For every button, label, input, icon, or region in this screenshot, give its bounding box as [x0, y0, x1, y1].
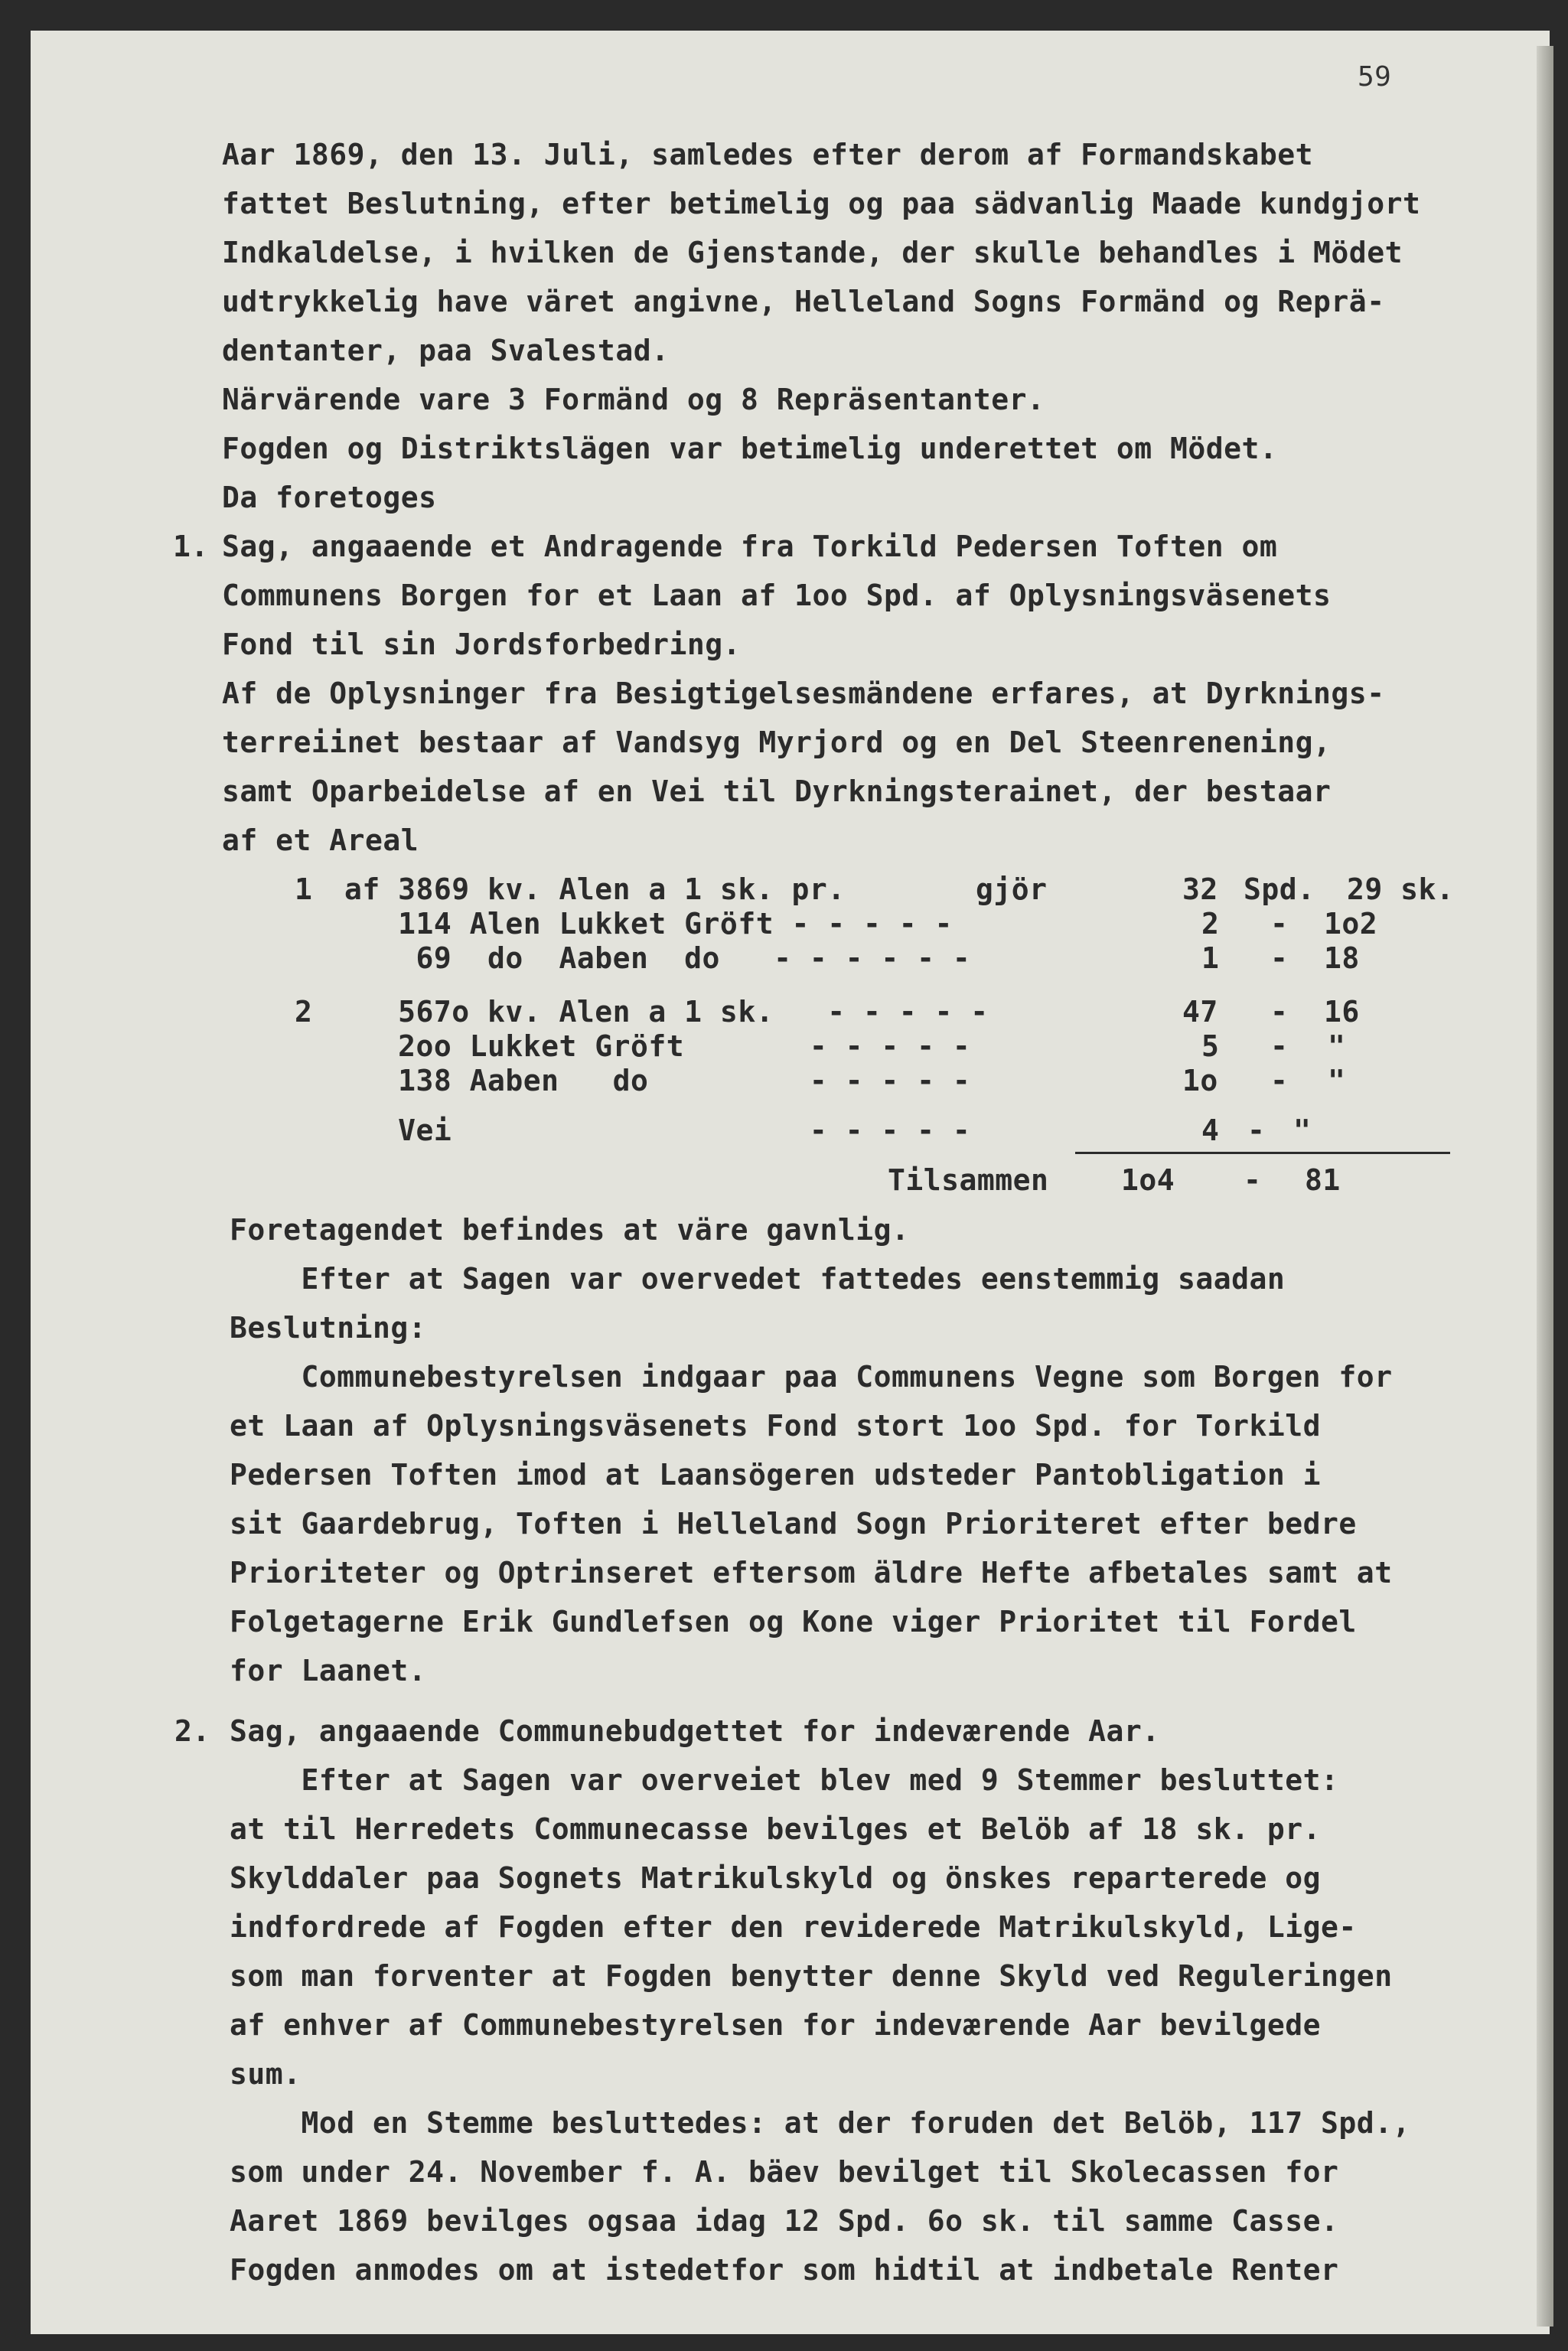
table-cell: gjör [976, 872, 1048, 906]
table-cell: 69 do Aaben do - - - - - - [344, 941, 971, 975]
text-line: dentanter, paa Svalestad. [222, 334, 670, 367]
text-line: Foretagendet befindes at väre gavnlig. [230, 1213, 910, 1247]
table-cell: - [1270, 995, 1289, 1029]
text-line: Aar 1869, den 13. Juli, samledes efter derom af Formandskabet [222, 138, 1314, 171]
text-line: af enhver af Communebestyrelsen for indeværende Aar bevilgede [230, 2008, 1322, 2042]
text-line: sit Gaardebrug, Toften i Helleland Sogn Prioriteret efter bedre [230, 1507, 1357, 1541]
text-line: Pedersen Toften imod at Laansögeren udsteder Pantobligation i [230, 1458, 1322, 1492]
text-line: Da foretoges [222, 481, 437, 514]
total-dash: - [1244, 1163, 1262, 1197]
table-cell: - [1270, 1064, 1289, 1097]
table-cell: 5 [1201, 1029, 1220, 1063]
table-cell: 4 [1201, 1114, 1220, 1147]
table-cell: - [1270, 941, 1289, 975]
text-line: Communebestyrelsen indgaar paa Communens Vegne som Borgen for [230, 1360, 1393, 1394]
text-line: som under 24. November f. A. bäev bevilget til Skolecassen for [230, 2155, 1339, 2189]
text-line: Aaret 1869 bevilges ogsaa idag 12 Spd. 6o sk. til samme Casse. [230, 2204, 1339, 2238]
text-line: Folgetagerne Erik Gundlefsen og Kone viger Prioritet til Fordel [230, 1605, 1357, 1639]
text-line: Efter at Sagen var overveiet blev med 9 Stemmer besluttet: [230, 1763, 1339, 1797]
text-line: Närvärende vare 3 Formänd og 8 Repräsentanter. [222, 383, 1045, 416]
table-cell: Vei - - - - - [344, 1114, 971, 1147]
table-cell: 29 sk. [1347, 872, 1455, 906]
table-cell: 2 [1201, 907, 1220, 941]
total-sk: 81 [1305, 1163, 1341, 1197]
table-cell: 567o kv. Alen a 1 sk. - - - - - [344, 995, 989, 1029]
text-line: Fogden anmodes om at istedetfor som hidtil at indbetale Renter [230, 2253, 1339, 2287]
table-cell: 16 [1324, 995, 1360, 1029]
text-line: fattet Beslutning, efter betimelig og paa sädvanlig Maade kundgjort [222, 187, 1421, 220]
text-line: et Laan af Oplysningsväsenets Fond stort 1oo Spd. for Torkild [230, 1409, 1322, 1443]
page-number: 59 [1358, 61, 1392, 93]
table-cell: Spd. [1244, 872, 1315, 906]
text-line: at til Herredets Communecasse bevilges et Belöb af 18 sk. pr. [230, 1812, 1322, 1846]
table-cell: - [1270, 1029, 1289, 1063]
table-cell: 114 Alen Lukket Gröft - - - - - [344, 907, 953, 941]
text-line: som man forventer at Fogden benytter denne Skyld ved Reguleringen [230, 1959, 1393, 1993]
table-cell: - [1270, 907, 1289, 941]
text-line: Efter at Sagen var overvedet fattedes eenstemmig saadan [230, 1262, 1286, 1296]
table-cell: " [1328, 1064, 1346, 1097]
text-line: Indkaldelse, i hvilken de Gjenstande, der skulle behandles i Mödet [222, 236, 1403, 269]
item-number: 1. [173, 530, 209, 563]
text-line: Skylddaler paa Sognets Matrikulskyld og önskes reparterede og [230, 1861, 1322, 1895]
text-line: Communens Borgen for et Laan af 1oo Spd. af Oplysningsväsenets [222, 579, 1332, 612]
text-line: Fond til sin Jordsforbedring. [222, 628, 741, 661]
table-cell: af 3869 kv. Alen a 1 sk. pr. [344, 872, 846, 906]
text-line: terreiinet bestaar af Vandsyg Myrjord og en Del Steenrenening, [222, 726, 1332, 759]
text-line: for Laanet. [230, 1654, 427, 1687]
table-cell: 1o [1182, 1064, 1218, 1097]
table-cell: 1 [295, 872, 313, 906]
table-cell: 138 Aaben do - - - - - [344, 1064, 971, 1097]
text-line: Af de Oplysninger fra Besigtigelsesmändene erfares, at Dyrknings- [222, 677, 1385, 710]
table-cell: " [1328, 1029, 1346, 1063]
text-line: sum. [230, 2057, 302, 2091]
text-line: af et Areal [222, 823, 419, 857]
table-cell: 32 [1182, 872, 1218, 906]
item-number: 2. [174, 1714, 210, 1748]
text-line: Mod en Stemme besluttedes: at der foruden det Belöb, 117 Spd., [230, 2106, 1410, 2140]
sum-rule [1075, 1152, 1450, 1154]
table-cell: 18 [1324, 941, 1360, 975]
table-cell: " [1293, 1114, 1312, 1147]
table-cell: 1 [1201, 941, 1220, 975]
text-line: Sag, angaaende Communebudgettet for indeværende Aar. [230, 1714, 1160, 1748]
table-cell: 1o2 [1324, 907, 1378, 941]
total-label: Tilsammen [888, 1163, 1049, 1197]
table-cell: 2oo Lukket Gröft - - - - - [344, 1029, 971, 1063]
text-line: Beslutning: [230, 1311, 427, 1345]
text-line: samt Oparbeidelse af en Vei til Dyrkningsterainet, der bestaar [222, 774, 1332, 808]
text-line: indfordrede af Fogden efter den reviderede Matrikulskyld, Lige- [230, 1910, 1357, 1944]
total-spd: 1o4 [1121, 1163, 1175, 1197]
text-line: udtrykkelig have väret angivne, Helleland Sogns Formänd og Reprä- [222, 285, 1385, 318]
text-line: Sag, angaaende et Andragende fra Torkild Pedersen Toften om [222, 530, 1278, 563]
table-cell: 47 [1182, 995, 1218, 1029]
table-cell: 2 [295, 995, 313, 1029]
table-cell: - [1247, 1114, 1266, 1147]
text-line: Fogden og Distriktslägen var betimelig underettet om Mödet. [222, 432, 1278, 465]
text-line: Prioriteter og Optrinseret eftersom äldre Hefte afbetales samt at [230, 1556, 1393, 1590]
